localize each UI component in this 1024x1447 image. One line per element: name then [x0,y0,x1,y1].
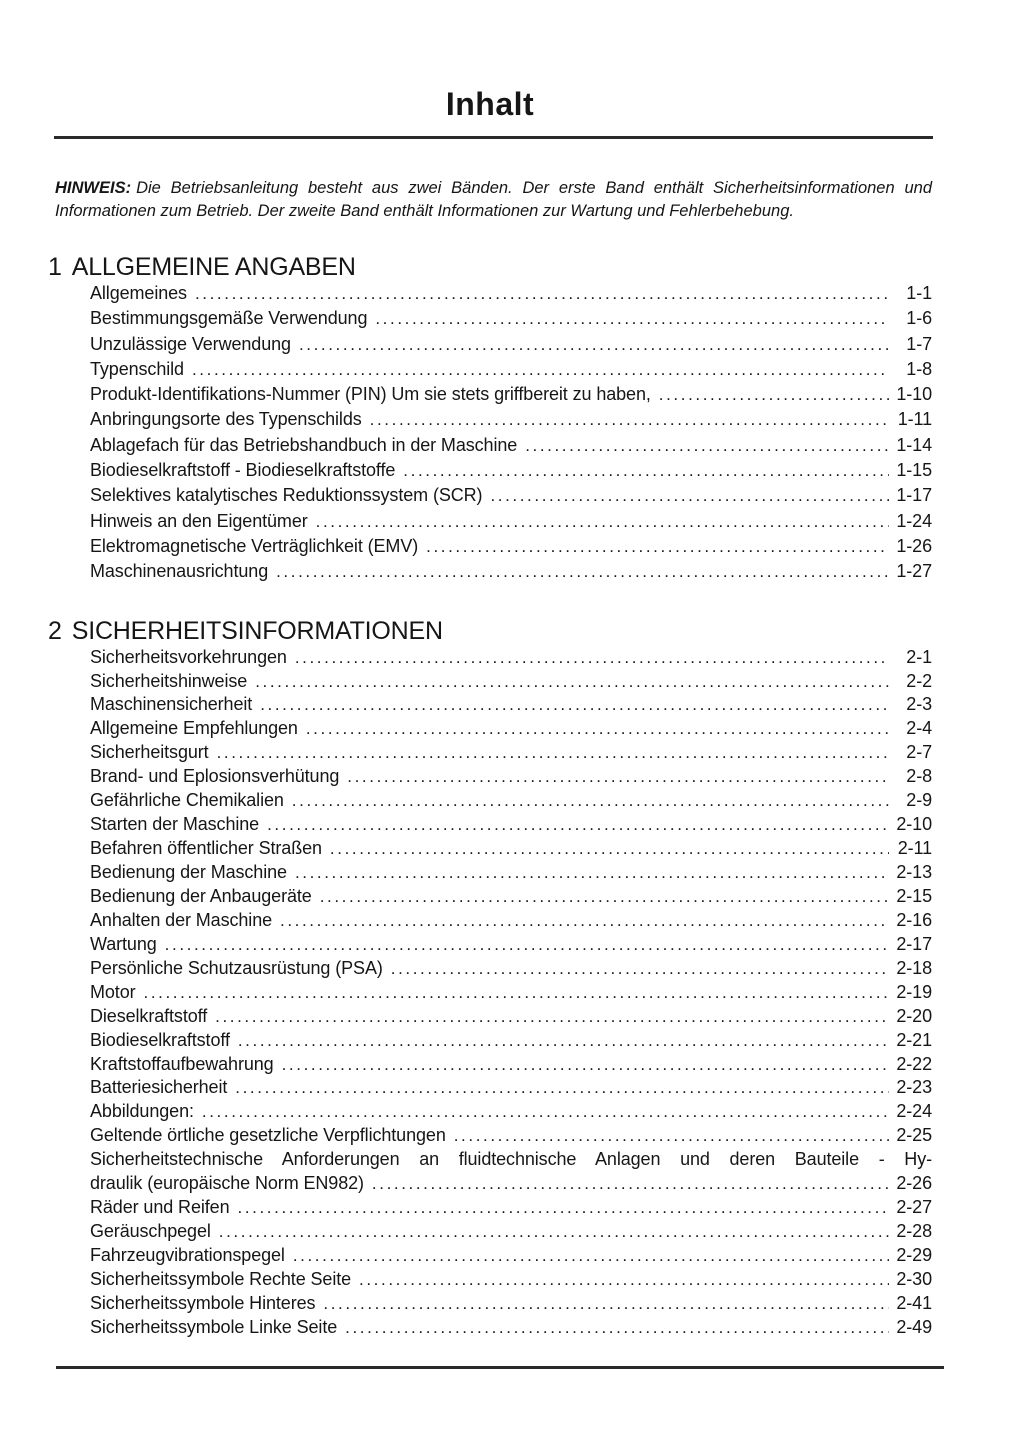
toc-entry-label: Biodieselkraftstoff [90,1029,230,1050]
toc-entry-label: Geltende örtliche gesetzliche Verpflichtungen [90,1125,446,1146]
toc-leader-dots [282,1054,889,1075]
toc-entry-page: 2-17 [896,933,932,954]
toc-entry-page: 2-3 [906,694,932,715]
toc-leader-dots [323,1293,889,1314]
toc-entry-label: Bedienung der Anbaugeräte [90,885,312,906]
toc-leader-dots [370,409,889,430]
page-title: Inhalt [445,86,535,122]
toc-entry-page: 2-19 [896,981,932,1002]
toc-entry-label: Brand- und Eplosionsverhütung [90,766,340,787]
toc-entry-label: draulik (europäische Norm EN982) [90,1173,364,1194]
toc-entry [90,647,932,671]
toc-entry [90,1054,932,1078]
toc-entry [90,718,932,742]
toc-entry [90,359,932,384]
toc-entry-page: 2-2 [906,670,932,691]
toc-entry-label: Ablagefach für das Betriebshandbuch in der Maschine [90,434,518,455]
toc-entry-page: 2-24 [896,1101,932,1122]
toc-entry-page: 2-21 [896,1029,932,1050]
toc-entry-label: Produkt-Identifikations-Nummer (PIN) Um sie stets griffbereit zu haben, [90,384,651,405]
toc-entry [90,1317,932,1341]
toc-entry-page: 1-24 [896,510,932,531]
toc-leader-dots [299,334,889,355]
toc-entry-page: 2-11 [897,838,932,859]
toc-leader-dots [375,308,889,329]
toc-entry-page: 2-25 [896,1125,932,1146]
toc-entry [90,1077,932,1101]
toc-entry [90,1101,932,1125]
toc-entry-label: Selektives katalytisches Reduktionssystem (SCR) [90,485,483,506]
toc-entry [90,886,932,910]
toc-entry-page: 1-15 [896,460,932,481]
toc-list [48,647,932,1341]
toc-entry [90,308,932,333]
toc-entry-label: Gefährliche Chemikalien [90,790,284,811]
toc-entry [90,1030,932,1054]
toc-entry-page: 1-14 [896,434,932,455]
toc-leader-dots [267,814,889,835]
toc-entry-page: 2-41 [896,1292,932,1313]
toc-leader-dots [195,283,889,304]
toc-entry-page: 2-30 [896,1268,932,1289]
toc-entry-page: 2-26 [896,1173,932,1194]
toc-entry-label: Hinweis an den Eigentümer [90,510,308,531]
toc-entry-page: 2-49 [896,1316,932,1337]
toc-entry-page: 2-23 [896,1077,932,1098]
toc-entry [90,742,932,766]
toc-entry-page: 2-16 [896,909,932,930]
toc-leader-dots [391,958,889,979]
toc-leader-dots [292,790,889,811]
section-allgemeine-angaben [48,253,932,587]
toc-entry-label: Maschinensicherheit [90,694,253,715]
toc-entry-page: 2-15 [896,885,932,906]
toc-entry [90,910,932,934]
toc-entry-label: Anbringungsorte des Typenschilds [90,409,362,430]
toc-leader-dots [238,1197,890,1218]
section-title: SICHERHEITSINFORMATIONEN [71,616,443,645]
bottom-divider [56,1366,944,1369]
note-text: Die Betriebsanleitung besteht aus zwei Bänden. Der erste Band enthält Sicherheitsinformationen und Informationen zum Betrieb. Der zweite Band enthält Informationen zur Wartung und Fehlerbehebung. [55,179,932,220]
toc-leader-dots [345,1317,889,1338]
toc-entry-label: Allgemeines [90,283,187,303]
section-sicherheitsinformationen [48,617,932,1341]
toc-leader-dots [490,485,889,506]
toc-entry [90,814,932,838]
toc-entry [90,934,932,958]
toc-entry [90,435,932,460]
toc-entry-label: Abbildungen: [90,1101,194,1122]
toc-entry [90,1197,932,1221]
toc-entry [90,1269,932,1293]
toc-leader-dots [454,1125,889,1146]
toc-entry-label: Fahrzeugvibrationspegel [90,1245,285,1265]
toc-entry [90,958,932,982]
toc-entry-label: Sicherheitsvorkehrungen [90,646,287,667]
toc-entry [90,766,932,790]
toc-entry-label: Unzulässige Verwendung [90,333,291,354]
toc-leader-dots [525,435,889,456]
section-number: 2 [48,616,62,645]
toc-entry [90,485,932,510]
toc-entry-page: 1-10 [896,384,932,405]
toc-entry-label: Bedienung der Maschine [90,862,287,882]
toc-entry [90,862,932,886]
toc-entry [90,982,932,1006]
toc-entry-label: Sicherheitssymbole Linke Seite [90,1316,338,1337]
toc-entry-label: Wartung [90,933,157,954]
toc-leader-dots [280,910,889,931]
note [55,177,932,223]
toc-leader-dots [295,862,889,883]
toc-leader-dots [403,460,889,481]
toc-leader-dots [293,1245,889,1266]
toc-leader-dots [255,671,889,692]
section-title: ALLGEMEINE ANGABEN [71,253,356,281]
section-heading [48,617,932,646]
toc-entry [90,334,932,359]
toc-leader-dots [426,536,889,557]
toc-entry-page: 2-20 [896,1005,932,1026]
toc-entry-label: Sicherheitshinweise [90,670,248,691]
toc-leader-dots [330,838,889,859]
toc-leader-dots [316,511,889,532]
toc-list [48,283,932,587]
toc-entry-label: Bestimmungsgemäße Verwendung [90,308,368,329]
note-label: HINWEIS: [55,179,132,197]
toc-entry-label: Persönliche Schutzausrüstung (PSA) [90,957,383,978]
toc-leader-dots [219,1221,889,1242]
toc-entry-page: 1-17 [896,485,932,506]
toc-entry-label: Biodieselkraftstoff - Biodieselkraftstoffe [90,460,396,481]
toc-entry-page: 2-28 [896,1221,932,1242]
toc-entry-page: 2-18 [896,957,932,978]
toc-leader-dots [260,694,889,715]
toc-entry-page: 2-22 [896,1053,932,1074]
toc-entry [90,1173,932,1197]
toc-entry-page: 1-6 [906,308,932,329]
toc-entry [90,1245,932,1269]
toc-leader-dots [306,718,889,739]
toc-entry-label: Motor [90,981,136,1002]
toc-entry-page: 2-8 [906,766,932,787]
toc-entry [90,561,932,586]
toc-entry-label: Elektromagnetische Verträglichkeit (EMV) [90,535,419,556]
toc-entry-label: Räder und Reifen [90,1197,230,1218]
toc-entry-page: 2-1 [906,646,932,667]
toc-entry [90,1221,932,1245]
toc-entry-label: Dieselkraftstoff [90,1005,208,1026]
toc-entry-label: Starten der Maschine [90,814,260,835]
toc-entry [90,536,932,561]
toc-entry-page: 2-9 [906,790,932,811]
toc-leader-dots [144,982,889,1003]
toc-leader-dots [238,1030,889,1051]
toc-entry-page: 1-26 [896,535,932,556]
toc-entry-page: 1-27 [896,561,932,582]
toc-entry [90,384,932,409]
toc-entry-page: 2-10 [896,814,932,835]
toc-entry [90,1006,932,1030]
toc-leader-dots [235,1077,889,1098]
toc-entry-label: Allgemeine Empfehlungen [90,718,298,739]
toc-entry [90,1293,932,1317]
toc-leader-dots [295,647,889,668]
toc-leader-dots [372,1173,889,1194]
toc-entry [90,838,932,862]
toc-entry-label: Sicherheitsgurt [90,742,209,763]
toc-leader-dots [347,766,889,787]
toc-leader-dots [202,1101,889,1122]
toc-leader-dots [165,934,889,955]
toc-entry-page: 2-7 [906,742,932,763]
toc-entry-label: Typenschild [90,358,184,379]
toc-entry-label: Befahren öffentlicher Straßen [90,838,322,859]
toc-entry-page: 2-29 [896,1245,932,1265]
toc-leader-dots [192,359,889,380]
section-number: 1 [48,253,62,281]
toc-entry-label: Batteriesicherheit [90,1077,228,1098]
toc-entry-label: Kraftstoffaufbewahrung [90,1053,274,1074]
toc-leader-dots [320,886,889,907]
toc-entry-label: Sicherheitssymbole Rechte Seite [90,1268,352,1289]
toc-entry-page: 2-4 [906,718,932,739]
toc-leader-dots [215,1006,889,1027]
toc-entry-page: 2-27 [896,1197,932,1218]
toc-entry-page: 1-8 [906,358,932,379]
toc-entry-label: Anhalten der Maschine [90,909,273,930]
toc-entry [90,1125,932,1149]
toc-leader-dots [659,384,889,405]
toc-entry-label: Geräuschpegel [90,1221,211,1242]
toc-entry [90,460,932,485]
toc-entry [90,694,932,718]
toc-entry-page: 2-13 [896,862,932,882]
toc-entry [90,409,932,434]
toc-entry [90,283,932,308]
toc-entry-page: 1-1 [906,283,932,303]
toc-entry [90,511,932,536]
section-heading [48,253,932,282]
toc-entry-label: Sicherheitssymbole Hinteres [90,1292,316,1313]
toc-entry [90,790,932,814]
toc-entry-page: 1-7 [906,333,932,354]
title-divider [54,136,933,139]
toc-leader-dots [217,742,889,763]
toc-entry-label: Maschinenausrichtung [90,561,269,582]
toc-leader-dots [359,1269,889,1290]
toc-entry-label: Sicherheitstechnische Anforderungen an fluidtechnische Anlagen und deren Bauteile - Hy- [90,1149,932,1170]
toc-entry [90,1149,932,1173]
toc-entry-page: 1-11 [897,409,932,430]
toc-entry [90,671,932,695]
toc-leader-dots [276,561,889,582]
